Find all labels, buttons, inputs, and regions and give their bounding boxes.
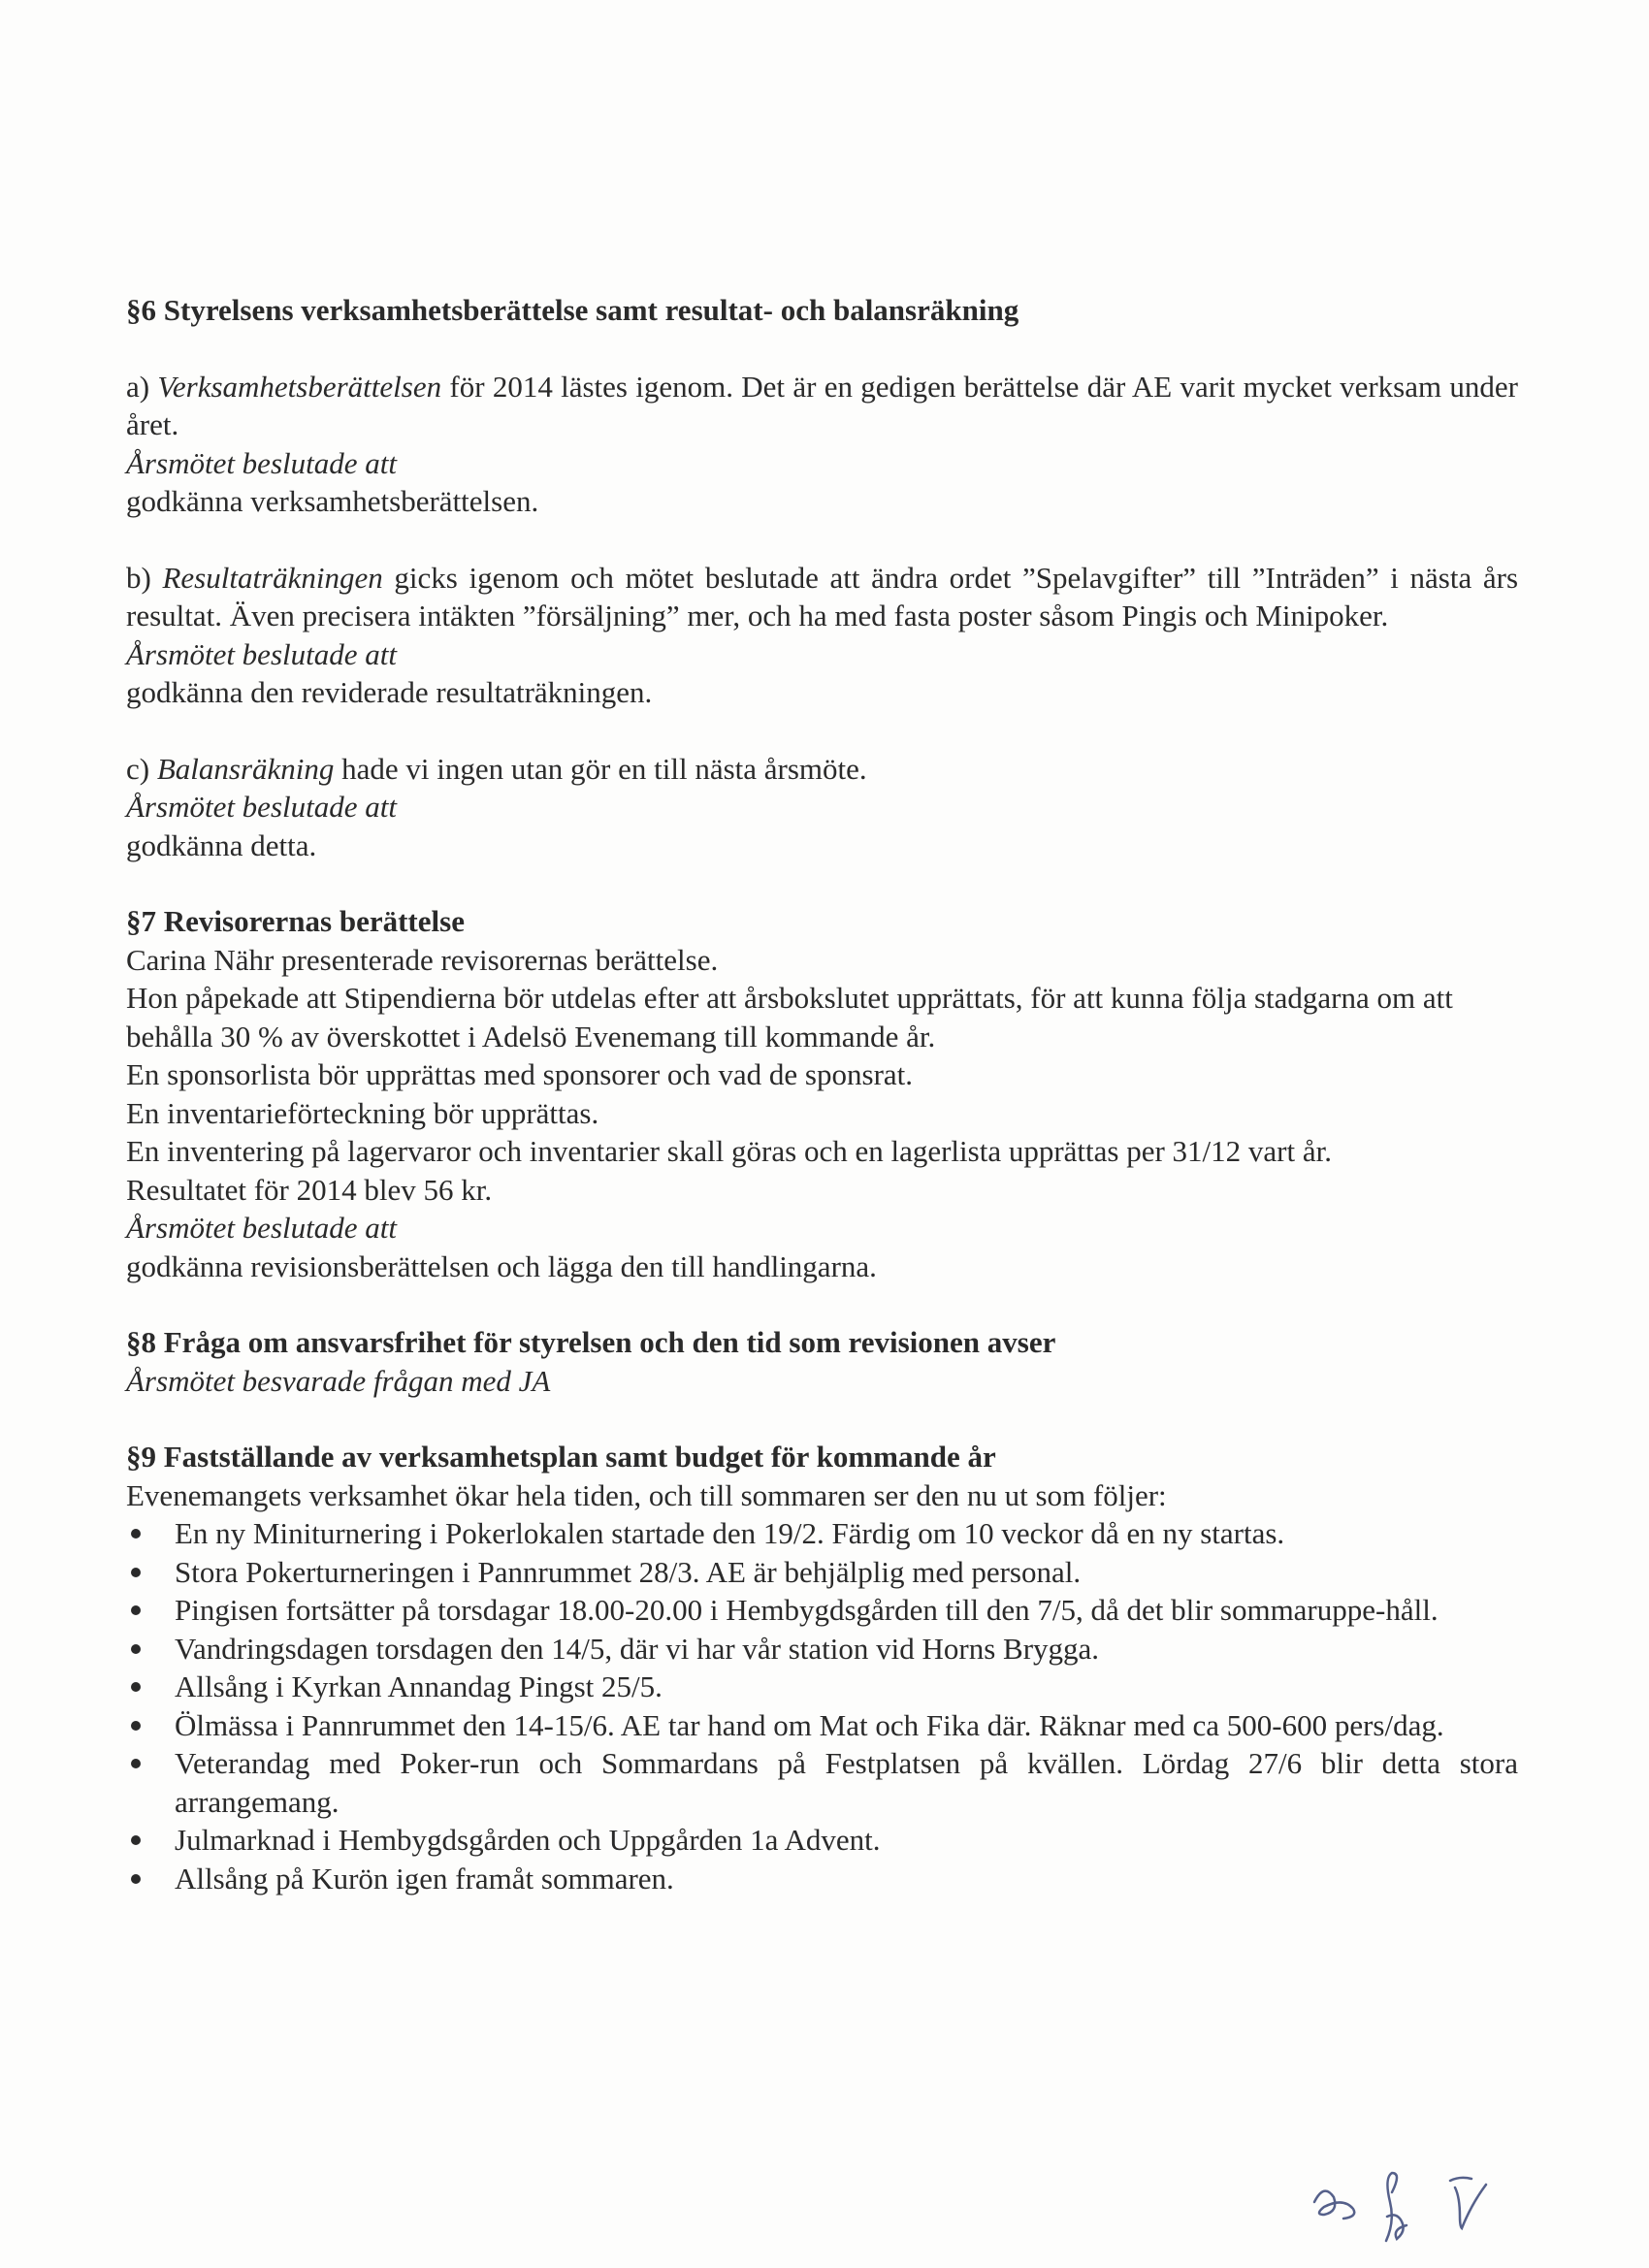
section-8-answer: Årsmötet besvarade frågan med JA <box>126 1363 551 1398</box>
list-item: Allsång på Kurön igen framåt sommaren. <box>126 1860 1518 1898</box>
section-9-intro: Evenemangets verksamhet ökar hela tiden, och till sommaren ser den nu ut som följer: <box>126 1477 1167 1512</box>
decision-text: godkänna detta. <box>126 827 317 862</box>
decision-label: Årsmötet beslutade att <box>126 445 397 480</box>
list-item: En ny Miniturnering i Pokerlokalen startade den 19/2. Färdig om 10 veckor då en ny startas. <box>126 1514 1518 1553</box>
spacer <box>126 521 1518 559</box>
paragraph: En inventering på lagervaror och inventarier skall göras och en lagerlista upprättas per 31/12 vart år. <box>126 1134 1332 1168</box>
item-prefix: b) <box>126 560 163 595</box>
item-term: Balansräkning <box>156 751 335 786</box>
plan-list <box>126 1514 1518 1897</box>
spacer <box>126 1285 1518 1323</box>
list-item: Pingisen fortsätter på torsdagar 18.00-20.00 i Hembygdsgården till den 7/5, då det blir sommaruppe-håll. <box>126 1591 1518 1630</box>
decision-label: Årsmötet beslutade att <box>126 636 397 671</box>
spacer <box>126 330 1518 368</box>
paragraph: Carina Nähr presenterade revisorernas berättelse. <box>126 942 719 977</box>
section-6-heading: §6 Styrelsens verksamhetsberättelse samt resultat- och balansräkning <box>126 293 1019 327</box>
item-prefix: c) <box>126 751 157 786</box>
section-8-heading: §8 Fråga om ansvarsfrihet för styrelsen och den tid som revisionen avser <box>126 1325 1056 1359</box>
spacer <box>126 864 1518 902</box>
paragraph: Hon påpekade att Stipendierna bör utdelas efter att årsbokslutet upprättats, för att kunna följa stadgarna om att behålla 30 % av överskottet i Adelsö Evenemang till kommande år. <box>126 981 1453 1053</box>
list-item: Ölmässa i Pannrummet den 14-15/6. AE tar hand om Mat och Fika där. Räknar med ca 500-600 pers/dag. <box>126 1706 1518 1745</box>
item-prefix: a) <box>126 369 158 404</box>
section-6-a-text <box>126 368 1518 444</box>
spacer <box>126 1400 1518 1438</box>
item-body: för 2014 lästes igenom. Det är en gedigen berättelse där AE varit mycket verksam under året. <box>126 369 1518 441</box>
section-6-c-text <box>126 750 1518 789</box>
section-9-heading: §9 Fastställande av verksamhetsplan samt budget för kommande år <box>126 1440 996 1474</box>
list-item: Veterandag med Poker-run och Sommardans på Festplatsen på kvällen. Lördag 27/6 blir detta stora arrangemang. <box>126 1744 1518 1821</box>
paragraph: En inventarieförteckning bör upprättas. <box>126 1095 599 1130</box>
list-item: Julmarknad i Hembygdsgården och Uppgården 1a Advent. <box>126 1821 1518 1860</box>
decision-text: godkänna den reviderade resultaträkningen. <box>126 675 653 709</box>
section-7-heading: §7 Revisorernas berättelse <box>126 904 465 938</box>
decision-text: godkänna revisionsberättelsen och lägga den till handlingarna. <box>126 1248 877 1283</box>
list-item: Vandringsdagen torsdagen den 14/5, där vi har vår station vid Horns Brygga. <box>126 1630 1518 1669</box>
document-page <box>126 291 1518 1897</box>
decision-label: Årsmötet beslutade att <box>126 1211 397 1245</box>
item-body: hade vi ingen utan gör en till nästa årsmöte. <box>334 751 867 786</box>
paragraph: En sponsorlista bör upprättas med sponsorer och vad de sponsrat. <box>126 1057 914 1091</box>
item-body: gicks igenom och mötet beslutade att ändra ordet ”Spelavgifter” till ”Inträden” i nästa års resultat. Även precisera intäkten ”försäljning” mer, och ha med fasta poster såsom Pingis och Minipoker. <box>126 560 1519 632</box>
item-term: Resultaträkningen <box>162 560 383 595</box>
handwritten-initials <box>1300 2163 1533 2251</box>
decision-label: Årsmötet beslutade att <box>126 790 397 824</box>
list-item: Stora Pokerturneringen i Pannrummet 28/3. AE är behjälplig med personal. <box>126 1553 1518 1592</box>
section-6-b-text <box>126 559 1518 635</box>
list-item: Allsång i Kyrkan Annandag Pingst 25/5. <box>126 1668 1518 1706</box>
paragraph: Resultatet för 2014 blev 56 kr. <box>126 1172 493 1207</box>
spacer <box>126 712 1518 750</box>
item-term: Verksamhetsberättelsen <box>157 369 442 404</box>
decision-text: godkänna verksamhetsberättelsen. <box>126 484 539 518</box>
